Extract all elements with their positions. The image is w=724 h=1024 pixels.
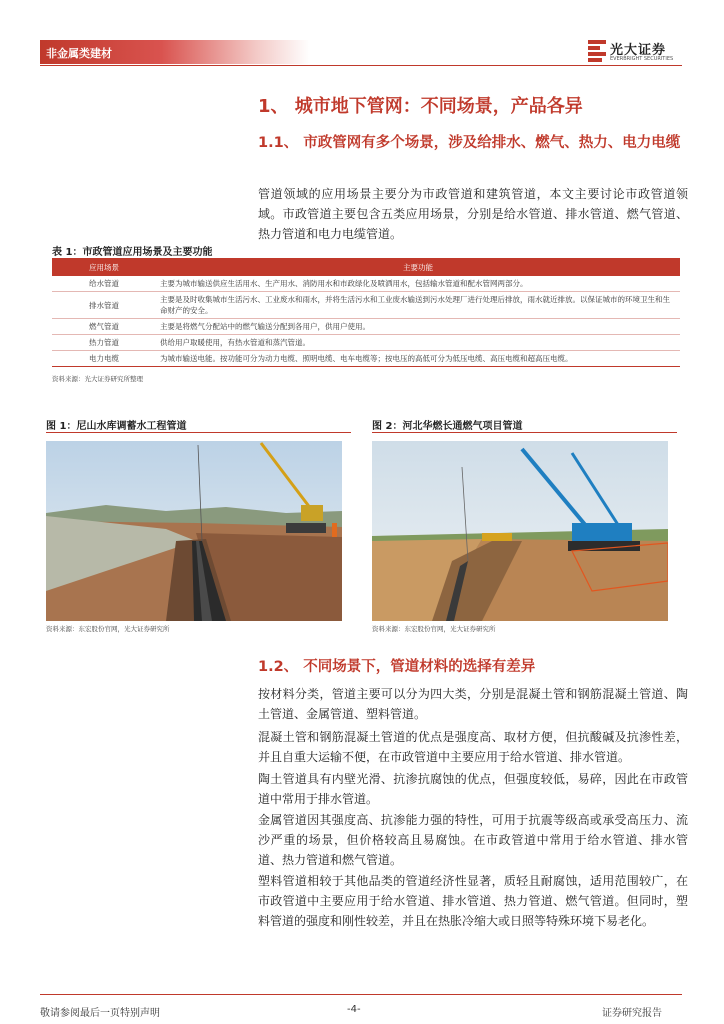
table-source: 资料来源：光大证券研究所整理 [52,375,143,383]
paragraph-plastic-pipe: 塑料管道相较于其他品类的管道经济性显著，质轻且耐腐蚀，适用范围较广，在市政管道中主要应用于给水管道、排水管道、热力管道、燃气管道。但同时，塑料管道的强度和刚性较差，并且在热胀冷缩大或日照等特殊环境下易老化。 [258,874,688,928]
figure2-title: 图 2：河北华燃长通燃气项目管道 [372,421,523,432]
heading-level1: 1、 城市地下管网：不同场景，产品各异 [258,96,583,117]
figure2-photo [372,441,668,621]
pipeline-trench-photo [46,441,342,621]
logo-mark-icon [588,40,606,62]
header-section-band [40,40,310,64]
table-cell-function: 主要为城市输送供应生活用水、生产用水、消防用水和市政绿化及喷洒用水，包括输水管道和配水管网两部分。 [156,276,680,292]
paragraph-metal-pipe: 金属管道因其强度高、抗渗能力强的特性，可用于抗震等级高或承受高压力、流沙严重的场景，但价格较高且易腐蚀。在市政管道中常用于给水管道、排水管道、热力管道和燃气管道。 [258,813,688,867]
footer-divider [40,994,682,995]
page-number: -4- [347,1004,361,1015]
table-cell-function: 为城市输送电能。按功能可分为动力电缆、照明电缆、电车电缆等；按电压的高低可分为低压电缆、高压电缆和超高压电缆。 [156,351,680,367]
table-row [52,319,680,335]
heading-1-2: 1.2、 不同场景下，管道材料的选择有差异 [258,659,536,675]
footer-disclaimer: 敬请参阅最后一页特别声明 [40,1008,160,1019]
table-cell-scene: 给水管道 [52,276,156,292]
figure2-source: 资料来源：东宏股份官网，光大证券研究所 [372,625,496,633]
figure1-photo [46,441,342,621]
table-cell-function: 供给用户取暖使用，有热水管道和蒸汽管道。 [156,335,680,351]
table-cell-scene: 燃气管道 [52,319,156,335]
table-cell-function: 主要是及时收集城市生活污水、工业废水和雨水，并将生活污水和工业废水输送到污水处理厂进行处理后排放，雨水就近排放。以保证城市的环境卫生和生命财产的安全。 [156,292,680,319]
scenario-table [52,258,680,367]
footer-report-type: 证券研究报告 [602,1008,662,1019]
paragraph-clay-pipe: 陶土管道具有内壁光滑、抗渗抗腐蚀的优点，但强度较低，易碎，因此在市政管道中常用于排水管道。 [258,772,688,806]
table-row [52,292,680,319]
paragraph-material-classes: 按材料分类，管道主要可以分为四大类，分别是混凝土管和钢筋混凝土管道、陶土管道、金属管道、塑料管道。 [258,687,688,721]
table-title: 表 1：市政管道应用场景及主要功能 [52,247,213,258]
paragraph-concrete-pipe: 混凝土管和钢筋混凝土管道的优点是强度高、取材方便，但抗酸碱及抗渗性差，并且自重大运输不便，在市政管道中主要应用于给水管道、排水管道。 [258,730,688,764]
brand-logo [588,38,688,66]
heading-1-1: 1.1、 市政管网有多个场景，涉及给排水、燃气、热力、电力电缆 [258,135,681,151]
figure1-title: 图 1：尼山水库调蓄水工程管道 [46,421,187,432]
table-header-scene: 应用场景 [52,258,156,276]
gas-pipeline-crane-photo [372,441,668,621]
table-cell-function: 主要是将燃气分配站中的燃气输送分配到各用户，供用户使用。 [156,319,680,335]
figure1-rule [46,432,351,433]
table-cell-scene: 排水管道 [52,292,156,319]
table-header-row [52,258,680,276]
header-divider [40,65,682,66]
intro-paragraph: 管道领域的应用场景主要分为市政管道和建筑管道，本文主要讨论市政管道领域。市政管道主要包含五类应用场景，分别是给水管道、排水管道、燃气管道、热力管道和电力电缆管道。 [258,187,688,241]
logo-english: EVERBRIGHT SECURITIES [610,56,674,62]
table-cell-scene: 热力管道 [52,335,156,351]
table-cell-scene: 电力电缆 [52,351,156,367]
figure2-rule [372,432,677,433]
table-row [52,276,680,292]
table-header-function: 主要功能 [156,258,680,276]
logo-name: 光大证券 [610,43,667,58]
figure1-source: 资料来源：东宏股份官网，光大证券研究所 [46,625,170,633]
table-row [52,351,680,367]
section-label: 非金属类建材 [46,47,112,60]
table-row [52,335,680,351]
